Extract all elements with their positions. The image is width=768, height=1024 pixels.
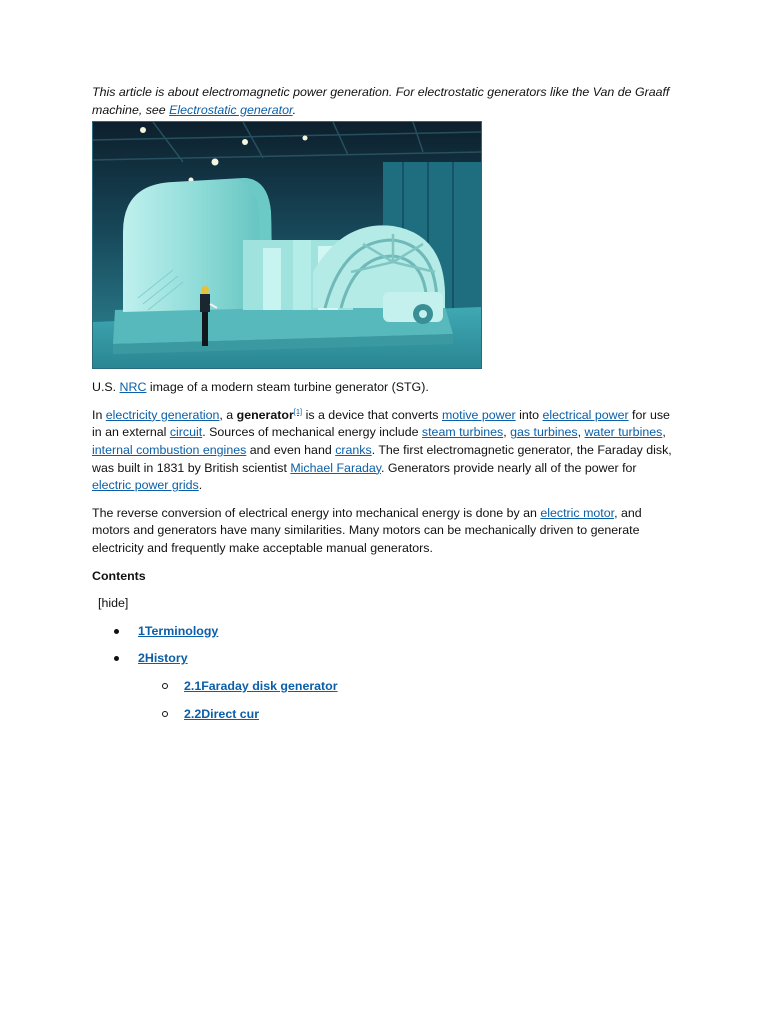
text: and even hand xyxy=(246,442,336,457)
text: , and motors and generators have many similarities. Many motors can be mechanically driven to generate electricity and frequently make acceptable manual generators. xyxy=(92,505,642,555)
toc-item-terminology xyxy=(92,623,672,641)
motive-power-link[interactable]: motive power xyxy=(441,407,516,422)
text: for use in an external xyxy=(92,407,670,440)
electrical-power-link[interactable]: electrical power xyxy=(542,407,629,422)
toc-item-faraday-disk xyxy=(138,678,672,696)
caption-prefix: U.S. xyxy=(92,380,120,395)
table-of-contents xyxy=(92,623,672,723)
electric-power-grids-link[interactable]: electric power grids xyxy=(92,478,199,493)
toc-link-direct-current[interactable]: 2.2Direct cur xyxy=(184,706,260,721)
toc-item-direct-current xyxy=(138,706,672,724)
gas-turbines-link[interactable]: gas turbines xyxy=(510,425,578,440)
cranks-link[interactable]: cranks xyxy=(335,442,372,457)
steam-turbines-link[interactable]: steam turbines xyxy=(421,425,504,440)
text: The reverse conversion of electrical energy into mechanical energy is done by an xyxy=(92,505,541,520)
steam-turbine-generator-image xyxy=(92,121,482,369)
contents-hide-toggle[interactable]: [hide] xyxy=(98,596,129,611)
toc-item-history xyxy=(92,650,672,723)
bullet-icon xyxy=(114,656,119,661)
circuit-link[interactable]: circuit xyxy=(169,425,203,440)
circle-bullet-icon xyxy=(162,711,168,717)
text: is a device that converts xyxy=(302,407,442,422)
motor-paragraph xyxy=(92,505,672,558)
hatnote-text: This article is about electromagnetic power generation. For electrostatic generators like the Van de Graaff machine, see xyxy=(92,85,670,117)
toc-link-history[interactable]: 2History xyxy=(138,651,188,666)
toc-link-faraday-disk[interactable]: 2.1Faraday disk generator xyxy=(184,678,338,693)
text: . Generators provide nearly all of the power for xyxy=(381,460,637,475)
electric-motor-link[interactable]: electric motor xyxy=(540,505,615,520)
nrc-link[interactable]: NRC xyxy=(119,380,147,395)
generator-term: generator xyxy=(236,407,294,422)
internal-combustion-engines-link[interactable]: internal combustion engines xyxy=(92,442,247,457)
figure-caption xyxy=(92,379,672,397)
text: , xyxy=(662,425,666,440)
water-turbines-link[interactable]: water turbines xyxy=(584,425,663,440)
toc-link-terminology[interactable]: 1Terminology xyxy=(138,623,219,638)
text: into xyxy=(515,407,543,422)
intro-paragraph xyxy=(92,407,672,495)
hatnote xyxy=(92,84,672,119)
text: , xyxy=(577,425,585,440)
michael-faraday-link[interactable]: Michael Faraday xyxy=(290,460,382,475)
text: . The first electromagnetic generator, the Faraday disk, was built in 1831 by British scientist xyxy=(92,442,672,475)
toc-sublist-history xyxy=(138,678,672,723)
bullet-icon xyxy=(114,629,119,634)
text: , a xyxy=(219,407,237,422)
electricity-generation-link[interactable]: electricity generation xyxy=(105,407,220,422)
text: . Sources of mechanical energy include xyxy=(202,425,422,440)
electrostatic-generator-link[interactable]: Electrostatic generator xyxy=(169,102,293,117)
text: , xyxy=(503,425,511,440)
text: . xyxy=(198,478,203,493)
circle-bullet-icon xyxy=(162,683,168,689)
caption-suffix: image of a modern steam turbine generator (STG). xyxy=(146,380,429,395)
reference-1-link[interactable]: [1] xyxy=(293,406,303,416)
hatnote-text-end: . xyxy=(292,102,297,117)
text: In xyxy=(92,407,106,422)
contents-title: Contents xyxy=(92,568,146,583)
